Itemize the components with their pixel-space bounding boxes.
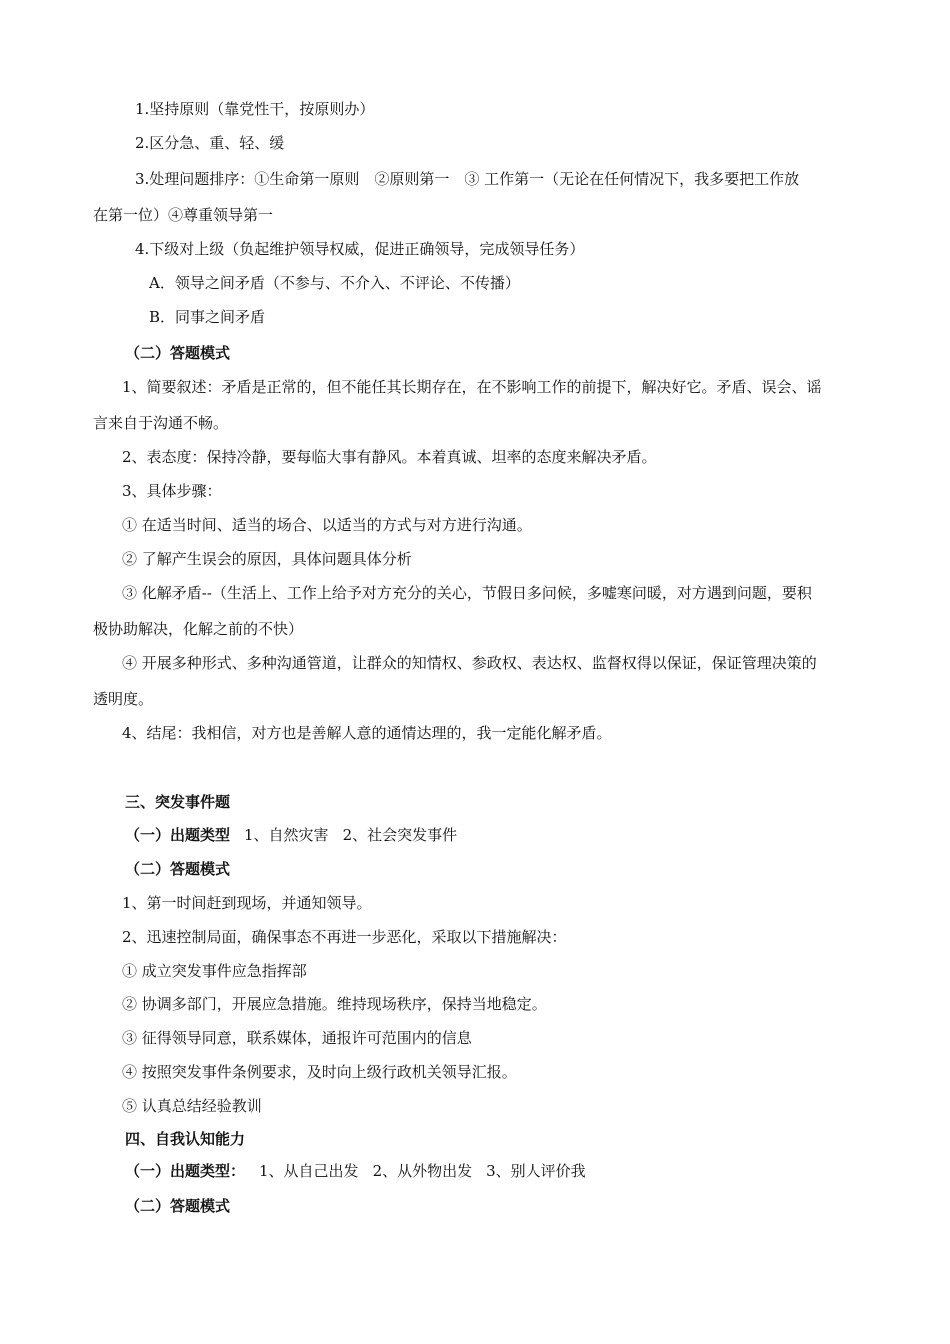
section-4-type-3: 3、别人评价我 — [486, 1162, 586, 1180]
answer-para-1a: 1、简要叙述：矛盾是正常的，但不能任其长期存在，在不影响工作的前提下，解决好它。矛盾、误会、谣 — [122, 378, 822, 396]
principle-line-b: B．同事之间矛盾 — [149, 308, 266, 326]
answer-para-1b: 言来自于沟通不畅。 — [93, 414, 229, 432]
section-3-types-line — [125, 825, 457, 845]
answer-step-4a: ④ 开展多种形式、多种沟通管道，让群众的知情权、参政权、表达权、监督权得以保证，保证管理决策的 — [122, 654, 817, 672]
section-4-mode-heading: （二）答题模式 — [125, 1197, 231, 1215]
section-3-type-2: 2、社会突发事件 — [342, 826, 458, 844]
principle-line-3b: 在第一位）④尊重领导第一 — [93, 206, 274, 224]
section-3-mode-4: ② 协调多部门，开展应急措施。维持现场秩序，保持当地稳定。 — [122, 995, 547, 1013]
section-3-mode-6: ④ 按照突发事件条例要求，及时向上级行政机关领导汇报。 — [122, 1063, 517, 1081]
section-3-mode-7: ⑤ 认真总结经验教训 — [122, 1097, 262, 1115]
section-4-title: 四、自我认知能力 — [125, 1130, 246, 1148]
principle-line-2: 2.区分急、重、轻、缓 — [135, 134, 285, 152]
section-3-mode-5: ③ 征得领导同意，联系媒体，通报许可范围内的信息 — [122, 1029, 472, 1047]
section-4-type-1: 1、从自己出发 — [259, 1162, 359, 1180]
section-3-mode-heading: （二）答题模式 — [125, 860, 231, 878]
answer-para-3: 3、具体步骤： — [122, 482, 222, 500]
principle-line-a: A．领导之间矛盾（不参与、不介入、不评论、不传播） — [149, 274, 520, 292]
section-4-types-line — [125, 1161, 586, 1181]
section-4-types-label: （一）出题类型： — [125, 1162, 246, 1180]
answer-para-4: 4、结尾：我相信，对方也是善解人意的通情达理的，我一定能化解矛盾。 — [122, 724, 612, 742]
section-3-mode-3: ① 成立突发事件应急指挥部 — [122, 962, 307, 980]
answer-step-3b: 极协助解决，化解之前的不快） — [93, 620, 304, 638]
principle-line-1: 1.坚持原则（靠党性干，按原则办） — [135, 100, 375, 118]
answer-mode-heading: （二）答题模式 — [125, 344, 231, 362]
answer-step-4b: 透明度。 — [93, 690, 154, 708]
answer-para-2: 2、表态度：保持冷静，要每临大事有静风。本着真诚、坦率的态度来解决矛盾。 — [122, 448, 657, 466]
section-3-types-label: （一）出题类型 — [125, 826, 231, 844]
section-4-type-2: 2、从外物出发 — [372, 1162, 473, 1180]
section-3-mode-2: 2、迅速控制局面，确保事态不再进一步恶化，采取以下措施解决： — [122, 928, 567, 946]
section-3-title: 三、突发事件题 — [125, 793, 231, 811]
section-3-type-1: 1、自然灾害 — [244, 826, 329, 844]
principle-line-3a: 3.处理问题排序：①生命第一原则 ②原则第一 ③ 工作第一（无论在任何情况下，我多要把工作放 — [135, 170, 800, 188]
principle-line-4: 4.下级对上级（负起维护领导权威，促进正确领导，完成领导任务） — [135, 240, 585, 258]
answer-step-1: ① 在适当时间、适当的场合、以适当的方式与对方进行沟通。 — [122, 516, 532, 534]
answer-step-3a: ③ 化解矛盾--（生活上、工作上给予对方充分的关心，节假日多问候，多嘘寒问暖，对方遇到问题，要积 — [122, 584, 812, 602]
section-3-mode-1: 1、第一时间赶到现场，并通知领导。 — [122, 894, 372, 912]
answer-step-2: ② 了解产生误会的原因，具体问题具体分析 — [122, 550, 412, 568]
